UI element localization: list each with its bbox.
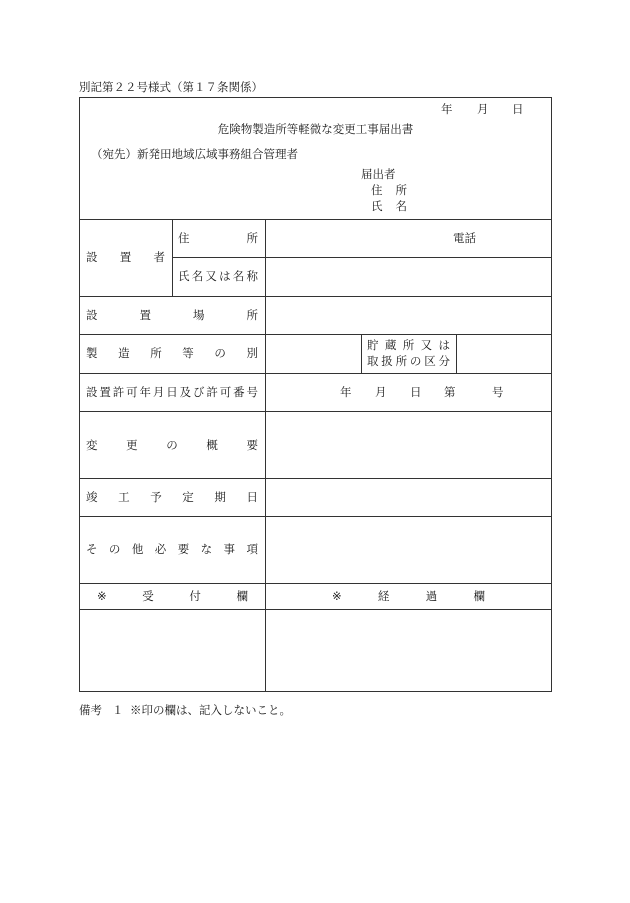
- divider: [79, 411, 552, 412]
- notifier-address-label: 住 所: [371, 183, 407, 197]
- progress-header: ※ 経 過 欄: [332, 589, 485, 603]
- divider: [79, 516, 552, 517]
- addressee: （宛先）新発田地域広域事務組合管理者: [91, 147, 298, 161]
- date-year: 年: [441, 102, 453, 116]
- divider: [456, 334, 457, 373]
- permit-year: 年: [340, 385, 352, 399]
- notifier-name-label: 氏 名: [371, 199, 407, 213]
- installer-address-label: 住 所: [178, 231, 258, 245]
- change-summary-label: 変 更 の 概 要: [86, 438, 258, 452]
- phone-label: 電話: [453, 231, 476, 245]
- storage-class-line2: 取 扱 所 の 区 分: [367, 354, 450, 368]
- divider: [79, 583, 552, 584]
- reception-header: ※ 受 付 欄: [97, 589, 248, 603]
- divider: [172, 257, 552, 258]
- divider: [265, 219, 266, 692]
- form-id: 別記第２２号様式（第１７条関係）: [79, 80, 263, 94]
- divider: [79, 609, 552, 610]
- facility-type-label: 製 造 所 等 の 別: [86, 346, 258, 360]
- permit-dai: 第: [444, 385, 456, 399]
- date-month: 月: [477, 102, 489, 116]
- divider: [172, 219, 173, 296]
- divider: [361, 334, 362, 373]
- storage-class-line1: 貯 蔵 所 又 は: [367, 338, 450, 352]
- permit-label: 設 置 許 可 年 月 日 及 び 許 可 番 号: [86, 385, 258, 399]
- remarks-text: ※印の欄は、記入しないこと。: [130, 703, 291, 717]
- permit-day: 日: [410, 385, 422, 399]
- completion-date-label: 竣 工 予 定 期 日: [86, 490, 258, 504]
- installer-label: 設 置 者: [86, 250, 165, 264]
- remarks-number: １: [112, 703, 124, 717]
- divider: [79, 373, 552, 374]
- divider: [79, 334, 552, 335]
- notifier-label: 届出者: [361, 167, 396, 181]
- installer-name-label: 氏 名 又 は 名 称: [178, 269, 258, 283]
- permit-month: 月: [375, 385, 387, 399]
- location-label: 設 置 場 所: [86, 308, 258, 322]
- form-title: 危険物製造所等軽微な変更工事届出書: [217, 122, 414, 136]
- divider: [79, 478, 552, 479]
- remarks-label: 備考: [79, 703, 102, 717]
- divider: [79, 219, 552, 220]
- other-items-label: そ の 他 必 要 な 事 項: [86, 542, 258, 556]
- date-day: 日: [512, 102, 524, 116]
- permit-go: 号: [492, 385, 504, 399]
- divider: [79, 296, 552, 297]
